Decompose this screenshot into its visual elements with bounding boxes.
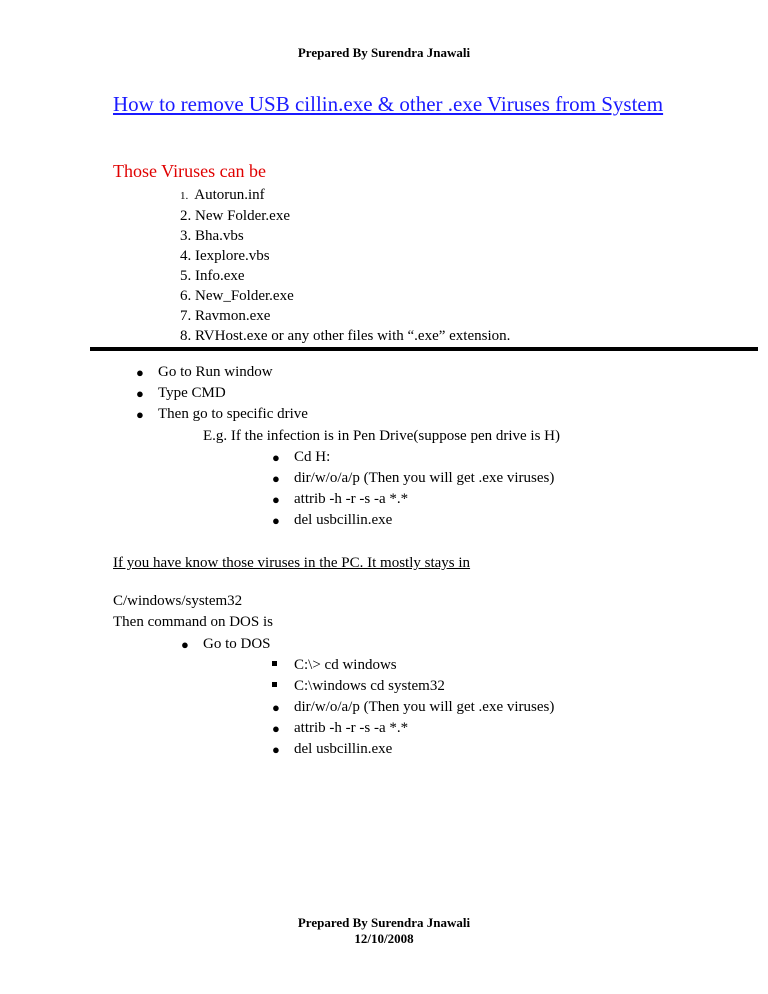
- virus-name: RVHost.exe or any other files with “.exe” extension.: [195, 328, 511, 344]
- virus-name: Ravmon.exe: [195, 308, 271, 324]
- pc-path: C/windows/system32: [113, 593, 243, 609]
- list-item: ● attrib -h -r -s -a *.*: [294, 718, 554, 739]
- virus-list-item: [180, 226, 510, 246]
- virus-name: New_Folder.exe: [195, 288, 294, 304]
- virus-list-item: [180, 326, 510, 346]
- list-item: ● dir/w/o/a/p (Then you will get .exe viruses): [294, 697, 554, 718]
- horizontal-rule: [90, 347, 758, 351]
- list-item: ● del usbcillin.exe: [294, 739, 554, 760]
- list-item: ● del usbcillin.exe: [294, 510, 554, 531]
- virus-list: [180, 185, 510, 346]
- list-item: ● Go to Run window: [158, 362, 308, 383]
- list-item: ● dir/w/o/a/p (Then you will get .exe viruses): [294, 468, 554, 489]
- virus-name: Autorun.inf: [194, 187, 265, 203]
- page-header: Prepared By Surendra Jnawali: [297, 45, 471, 60]
- bullet-icon: ●: [272, 721, 280, 736]
- virus-list-item: [180, 246, 510, 266]
- list-number: 7.: [180, 308, 192, 324]
- footer-date: 12/10/2008: [354, 931, 414, 946]
- pc-heading: If you have know those viruses in the PC. It mostly stays in: [113, 555, 471, 571]
- drive-command-list: [272, 447, 555, 531]
- bullet-icon: ●: [272, 700, 280, 715]
- virus-name: Info.exe: [195, 268, 245, 284]
- bullet-icon: ●: [272, 450, 280, 465]
- virus-list-item: [180, 306, 510, 326]
- document-title[interactable]: How to remove USB cillin.exe & other .exe Viruses from System: [113, 92, 664, 116]
- bullet-icon: ●: [272, 513, 280, 528]
- list-item: C:\> cd windows: [294, 655, 554, 676]
- list-number: 2.: [180, 208, 192, 224]
- bullet-icon: ●: [272, 742, 280, 757]
- bullet-icon: ●: [136, 386, 144, 401]
- list-item: ● Go to DOS: [203, 634, 271, 655]
- list-item: ● Cd H:: [294, 447, 554, 468]
- virus-name: Iexplore.vbs: [195, 248, 270, 264]
- dos-command-list: [272, 655, 555, 760]
- list-item: C:\windows cd system32: [294, 676, 554, 697]
- square-bullet-icon: [272, 682, 277, 687]
- page-footer: [0, 915, 768, 947]
- virus-name: Bha.vbs: [195, 228, 244, 244]
- list-number: 3.: [180, 228, 192, 244]
- list-number: 6.: [180, 288, 192, 304]
- virus-list-item: [180, 286, 510, 306]
- dos-step-list: [181, 634, 271, 655]
- example-line: E.g. If the infection is in Pen Drive(suppose pen drive is H): [203, 428, 561, 444]
- list-item: ● Then go to specific drive: [158, 404, 308, 425]
- list-number: 4.: [180, 248, 192, 264]
- list-number: 5.: [180, 268, 192, 284]
- list-number: 8.: [180, 328, 192, 344]
- virus-list-item: [180, 266, 510, 286]
- viruses-heading: Those Viruses can be: [113, 161, 267, 181]
- virus-list-item: [180, 185, 510, 206]
- bullet-icon: ●: [181, 637, 189, 652]
- list-number: 1.: [180, 190, 189, 202]
- list-item: ● Type CMD: [158, 383, 308, 404]
- bullet-icon: ●: [272, 492, 280, 507]
- square-bullet-icon: [272, 661, 277, 666]
- list-item: ● attrib -h -r -s -a *.*: [294, 489, 554, 510]
- virus-list-item: [180, 206, 510, 226]
- bullet-icon: ●: [136, 365, 144, 380]
- virus-name: New Folder.exe: [195, 208, 290, 224]
- steps-list: [136, 362, 308, 425]
- bullet-icon: ●: [136, 407, 144, 422]
- dos-intro: Then command on DOS is: [113, 614, 273, 630]
- footer-author: Prepared By Surendra Jnawali: [297, 915, 471, 930]
- bullet-icon: ●: [272, 471, 280, 486]
